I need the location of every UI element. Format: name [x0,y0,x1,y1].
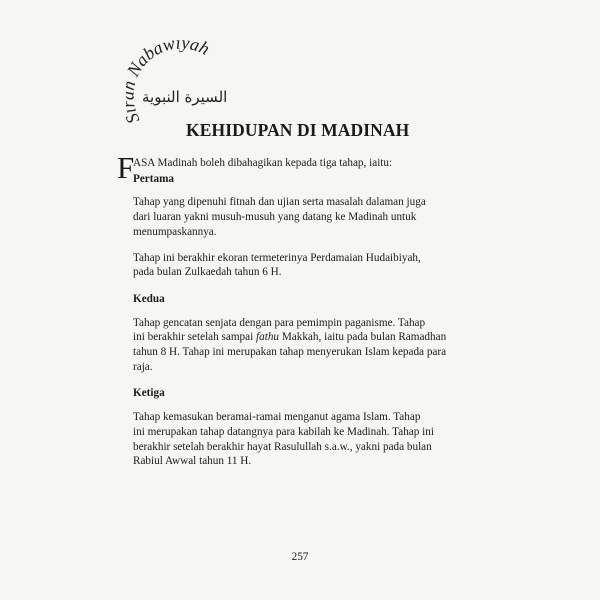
text-fragment: Makkah, iaitu pada bulan Ramadhan [279,331,447,344]
svg-text:Sirah Nabawiyah [126,40,213,126]
text-line: tahun 8 H. Tahap ini merupakan tahap menyerukan Islam kepada para [133,346,447,359]
paragraph [117,316,451,375]
logo-arc-text: abawiyah [131,40,213,71]
section-heading-ketiga: Ketiga [133,387,165,400]
page-body [117,150,451,469]
text-line: berakhir setelah berakhir hayat Rasulullah s.a.w., yakni pada bulan [133,440,432,453]
paragraph [117,195,451,239]
text-line: Tahap ini berakhir ekoran termeterinya Perdamaian Hudaibiyah, [133,251,421,264]
text-line: menumpaskannya. [133,225,217,238]
paragraph [117,410,451,469]
text-line: dari luaran yakni musuh-musuh yang datang ke Madinah untuk [133,211,417,224]
logo-calligraphy: السيرة النبوية [142,88,228,106]
section-heading-kedua: Kedua [133,292,165,305]
sirah-nabawiyah-logo [126,40,226,126]
text-line: Rabiul Awwal tahun 11 H. [133,455,252,468]
text-line: Tahap gencatan senjata dengan para pemimpin paganisme. Tahap [133,316,426,329]
chapter-title: KEHIDUPAN DI MADINAH [186,120,410,140]
intro-line: ASA Madinah boleh dibahagikan kepada tiga tahap, iaitu: [133,157,393,169]
text-line: Tahap kemasukan beramai-ramai menganut agama Islam. Tahap [133,411,421,424]
text-line: Tahap yang dipenuhi fitnah dan ujian serta masalah dalaman juga [133,196,426,209]
text-line: ini merupakan tahap datangnya para kabilah ke Madinah. Tahap ini [133,425,434,438]
logo-arc [126,40,226,126]
text-fragment: ini berakhir setelah sampai [133,331,257,344]
page-number: 257 [291,551,309,563]
section-heading-pertama: Pertama [133,172,174,185]
text-line: pada bulan Zulkaedah tahun 6 H. [133,266,282,279]
text-line: raja. [133,360,153,373]
drop-cap: F [117,150,135,185]
text-line [133,330,451,345]
paragraph [117,251,451,280]
italic-term: fathu [256,331,280,344]
